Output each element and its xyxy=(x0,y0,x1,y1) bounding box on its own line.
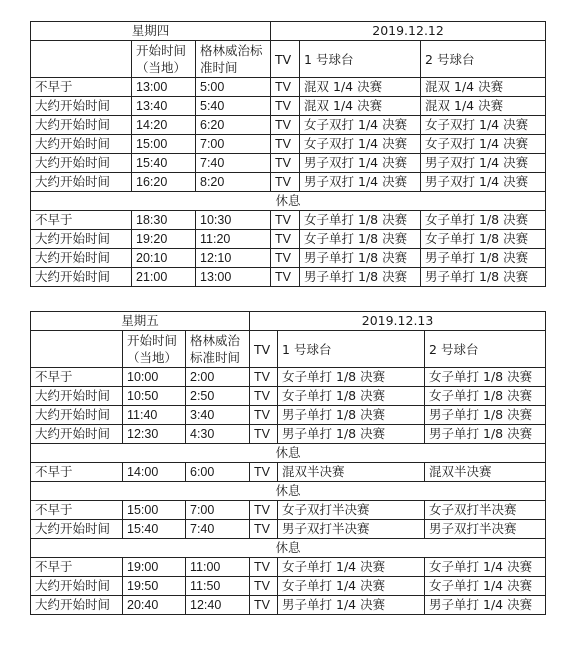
header-blank-cell xyxy=(31,41,132,78)
local-time-cell: 19:20 xyxy=(132,230,196,249)
header-table2: 2 号球台 xyxy=(425,331,546,368)
table1-event-cell: 女子单打 1/8 决赛 xyxy=(300,211,421,230)
schedule-row xyxy=(31,463,546,482)
header-local-time: 开始时间（当地） xyxy=(132,41,196,78)
start-label-cell: 大约开始时间 xyxy=(31,154,132,173)
local-time-cell: 12:30 xyxy=(123,425,186,444)
table1-event-cell: 女子双打 1/4 决赛 xyxy=(300,135,421,154)
table2-event-cell: 女子单打 1/8 决赛 xyxy=(421,230,546,249)
tv-cell: TV xyxy=(250,501,278,520)
schedule-row xyxy=(31,558,546,577)
table2-event-cell: 男子单打 1/8 决赛 xyxy=(421,249,546,268)
schedule-table-thursday xyxy=(30,21,546,287)
header-table1: 1 号球台 xyxy=(278,331,425,368)
table2-event-cell: 男子双打 1/4 决赛 xyxy=(421,173,546,192)
header-table2: 2 号球台 xyxy=(421,41,546,78)
table1-event-cell: 男子单打 1/8 决赛 xyxy=(278,406,425,425)
table1-event-cell: 混双半决赛 xyxy=(278,463,425,482)
start-label-cell: 不早于 xyxy=(31,368,123,387)
local-time-cell: 13:00 xyxy=(132,78,196,97)
break-label: 休息 xyxy=(31,539,546,558)
table2-event-cell: 女子单打 1/8 决赛 xyxy=(421,211,546,230)
gmt-time-cell: 3:40 xyxy=(186,406,250,425)
table1-event-cell: 男子双打 1/4 决赛 xyxy=(300,173,421,192)
tv-cell: TV xyxy=(250,425,278,444)
break-row xyxy=(31,482,546,501)
break-label: 休息 xyxy=(31,192,546,211)
local-time-cell: 11:40 xyxy=(123,406,186,425)
gmt-time-cell: 7:00 xyxy=(186,501,250,520)
header-tv: TV xyxy=(250,331,278,368)
schedule-row xyxy=(31,116,546,135)
header-row-day xyxy=(31,312,546,331)
tv-cell: TV xyxy=(250,387,278,406)
local-time-cell: 18:30 xyxy=(132,211,196,230)
header-tv: TV xyxy=(271,41,300,78)
local-time-cell: 19:50 xyxy=(123,577,186,596)
gmt-time-cell: 12:10 xyxy=(196,249,271,268)
tv-cell: TV xyxy=(271,211,300,230)
start-label-cell: 不早于 xyxy=(31,463,123,482)
break-row xyxy=(31,539,546,558)
local-time-cell: 19:00 xyxy=(123,558,186,577)
header-row-day xyxy=(31,22,546,41)
header-local-time: 开始时间（当地） xyxy=(123,331,186,368)
schedule-row xyxy=(31,211,546,230)
table2-event-cell: 男子单打 1/4 决赛 xyxy=(425,596,546,615)
start-label-cell: 大约开始时间 xyxy=(31,387,123,406)
tv-cell: TV xyxy=(250,406,278,425)
local-time-cell: 20:10 xyxy=(132,249,196,268)
start-label-cell: 大约开始时间 xyxy=(31,577,123,596)
schedule-table-friday xyxy=(30,311,546,615)
start-label-cell: 不早于 xyxy=(31,211,132,230)
break-row xyxy=(31,192,546,211)
start-label-cell: 大约开始时间 xyxy=(31,173,132,192)
start-label-cell: 大约开始时间 xyxy=(31,135,132,154)
start-label-cell: 大约开始时间 xyxy=(31,596,123,615)
schedule-row xyxy=(31,135,546,154)
gmt-time-cell: 8:20 xyxy=(196,173,271,192)
gmt-time-cell: 2:00 xyxy=(186,368,250,387)
table2-event-cell: 女子单打 1/4 决赛 xyxy=(425,577,546,596)
table2-event-cell: 男子双打半决赛 xyxy=(425,520,546,539)
schedule-row xyxy=(31,230,546,249)
local-time-cell: 20:40 xyxy=(123,596,186,615)
tv-cell: TV xyxy=(271,230,300,249)
schedule-row xyxy=(31,425,546,444)
local-time-cell: 13:40 xyxy=(132,97,196,116)
schedule-row xyxy=(31,596,546,615)
table2-event-cell: 男子单打 1/8 决赛 xyxy=(425,406,546,425)
start-label-cell: 不早于 xyxy=(31,501,123,520)
start-label-cell: 大约开始时间 xyxy=(31,230,132,249)
table2-event-cell: 混双半决赛 xyxy=(425,463,546,482)
date-cell: 2019.12.13 xyxy=(250,312,546,331)
gmt-time-cell: 6:20 xyxy=(196,116,271,135)
table1-event-cell: 男子单打 1/8 决赛 xyxy=(300,268,421,287)
gmt-time-cell: 11:00 xyxy=(186,558,250,577)
tv-cell: TV xyxy=(271,154,300,173)
local-time-cell: 14:00 xyxy=(123,463,186,482)
schedule-row xyxy=(31,406,546,425)
table1-event-cell: 女子双打 1/4 决赛 xyxy=(300,116,421,135)
tv-cell: TV xyxy=(271,135,300,154)
gmt-time-cell: 6:00 xyxy=(186,463,250,482)
tv-cell: TV xyxy=(271,268,300,287)
table2-event-cell: 女子双打半决赛 xyxy=(425,501,546,520)
gmt-time-cell: 11:50 xyxy=(186,577,250,596)
gmt-time-cell: 7:40 xyxy=(186,520,250,539)
start-label-cell: 大约开始时间 xyxy=(31,406,123,425)
tv-cell: TV xyxy=(271,249,300,268)
table1-event-cell: 男子双打 1/4 决赛 xyxy=(300,154,421,173)
tv-cell: TV xyxy=(250,368,278,387)
table1-event-cell: 女子单打 1/4 决赛 xyxy=(278,577,425,596)
gmt-time-cell: 4:30 xyxy=(186,425,250,444)
header-row-columns xyxy=(31,331,546,368)
schedule-row xyxy=(31,268,546,287)
break-label: 休息 xyxy=(31,444,546,463)
tv-cell: TV xyxy=(250,577,278,596)
table1-event-cell: 混双 1/4 决赛 xyxy=(300,97,421,116)
gmt-time-cell: 12:40 xyxy=(186,596,250,615)
schedule-row xyxy=(31,97,546,116)
date-cell: 2019.12.12 xyxy=(271,22,546,41)
header-table1: 1 号球台 xyxy=(300,41,421,78)
header-row-columns xyxy=(31,41,546,78)
local-time-cell: 16:20 xyxy=(132,173,196,192)
schedule-row xyxy=(31,501,546,520)
header-blank-cell xyxy=(31,331,123,368)
day-cell: 星期五 xyxy=(31,312,250,331)
gmt-time-cell: 10:30 xyxy=(196,211,271,230)
start-label-cell: 大约开始时间 xyxy=(31,425,123,444)
table2-event-cell: 男子单打 1/8 决赛 xyxy=(425,425,546,444)
table1-event-cell: 女子单打 1/8 决赛 xyxy=(300,230,421,249)
tv-cell: TV xyxy=(250,558,278,577)
table1-event-cell: 男子单打 1/8 决赛 xyxy=(278,425,425,444)
local-time-cell: 15:00 xyxy=(123,501,186,520)
table2-event-cell: 男子双打 1/4 决赛 xyxy=(421,154,546,173)
table1-event-cell: 男子单打 1/8 决赛 xyxy=(300,249,421,268)
schedule-row xyxy=(31,387,546,406)
header-gmt: 格林威治标准时间 xyxy=(186,331,250,368)
table2-event-cell: 混双 1/4 决赛 xyxy=(421,97,546,116)
table1-event-cell: 女子单打 1/8 决赛 xyxy=(278,368,425,387)
gmt-time-cell: 13:00 xyxy=(196,268,271,287)
day-cell: 星期四 xyxy=(31,22,271,41)
start-label-cell: 大约开始时间 xyxy=(31,116,132,135)
table1-event-cell: 女子单打 1/4 决赛 xyxy=(278,558,425,577)
table2-event-cell: 混双 1/4 决赛 xyxy=(421,78,546,97)
table1-event-cell: 混双 1/4 决赛 xyxy=(300,78,421,97)
tv-cell: TV xyxy=(271,78,300,97)
local-time-cell: 14:20 xyxy=(132,116,196,135)
schedule-row xyxy=(31,154,546,173)
tv-cell: TV xyxy=(271,173,300,192)
table2-event-cell: 女子单打 1/4 决赛 xyxy=(425,558,546,577)
start-label-cell: 大约开始时间 xyxy=(31,268,132,287)
gmt-time-cell: 11:20 xyxy=(196,230,271,249)
local-time-cell: 10:00 xyxy=(123,368,186,387)
start-label-cell: 大约开始时间 xyxy=(31,249,132,268)
gmt-time-cell: 5:40 xyxy=(196,97,271,116)
table1-event-cell: 男子双打半决赛 xyxy=(278,520,425,539)
schedule-row xyxy=(31,368,546,387)
start-label-cell: 大约开始时间 xyxy=(31,97,132,116)
break-row xyxy=(31,444,546,463)
start-label-cell: 大约开始时间 xyxy=(31,520,123,539)
table2-event-cell: 女子双打 1/4 决赛 xyxy=(421,135,546,154)
table1-event-cell: 男子单打 1/4 决赛 xyxy=(278,596,425,615)
tv-cell: TV xyxy=(271,97,300,116)
tv-cell: TV xyxy=(250,520,278,539)
gmt-time-cell: 5:00 xyxy=(196,78,271,97)
schedule-row xyxy=(31,577,546,596)
schedule-row xyxy=(31,78,546,97)
table2-event-cell: 女子单打 1/8 决赛 xyxy=(425,387,546,406)
gmt-time-cell: 7:40 xyxy=(196,154,271,173)
local-time-cell: 15:40 xyxy=(123,520,186,539)
header-gmt: 格林威治标准时间 xyxy=(196,41,271,78)
table1-event-cell: 女子双打半决赛 xyxy=(278,501,425,520)
gmt-time-cell: 7:00 xyxy=(196,135,271,154)
table1-event-cell: 女子单打 1/8 决赛 xyxy=(278,387,425,406)
start-label-cell: 不早于 xyxy=(31,558,123,577)
tv-cell: TV xyxy=(271,116,300,135)
tv-cell: TV xyxy=(250,596,278,615)
schedule-row xyxy=(31,249,546,268)
schedule-row xyxy=(31,173,546,192)
break-label: 休息 xyxy=(31,482,546,501)
schedule-row xyxy=(31,520,546,539)
local-time-cell: 10:50 xyxy=(123,387,186,406)
tv-cell: TV xyxy=(250,463,278,482)
gmt-time-cell: 2:50 xyxy=(186,387,250,406)
local-time-cell: 21:00 xyxy=(132,268,196,287)
start-label-cell: 不早于 xyxy=(31,78,132,97)
table2-event-cell: 女子双打 1/4 决赛 xyxy=(421,116,546,135)
local-time-cell: 15:00 xyxy=(132,135,196,154)
table2-event-cell: 女子单打 1/8 决赛 xyxy=(425,368,546,387)
table2-event-cell: 男子单打 1/8 决赛 xyxy=(421,268,546,287)
local-time-cell: 15:40 xyxy=(132,154,196,173)
